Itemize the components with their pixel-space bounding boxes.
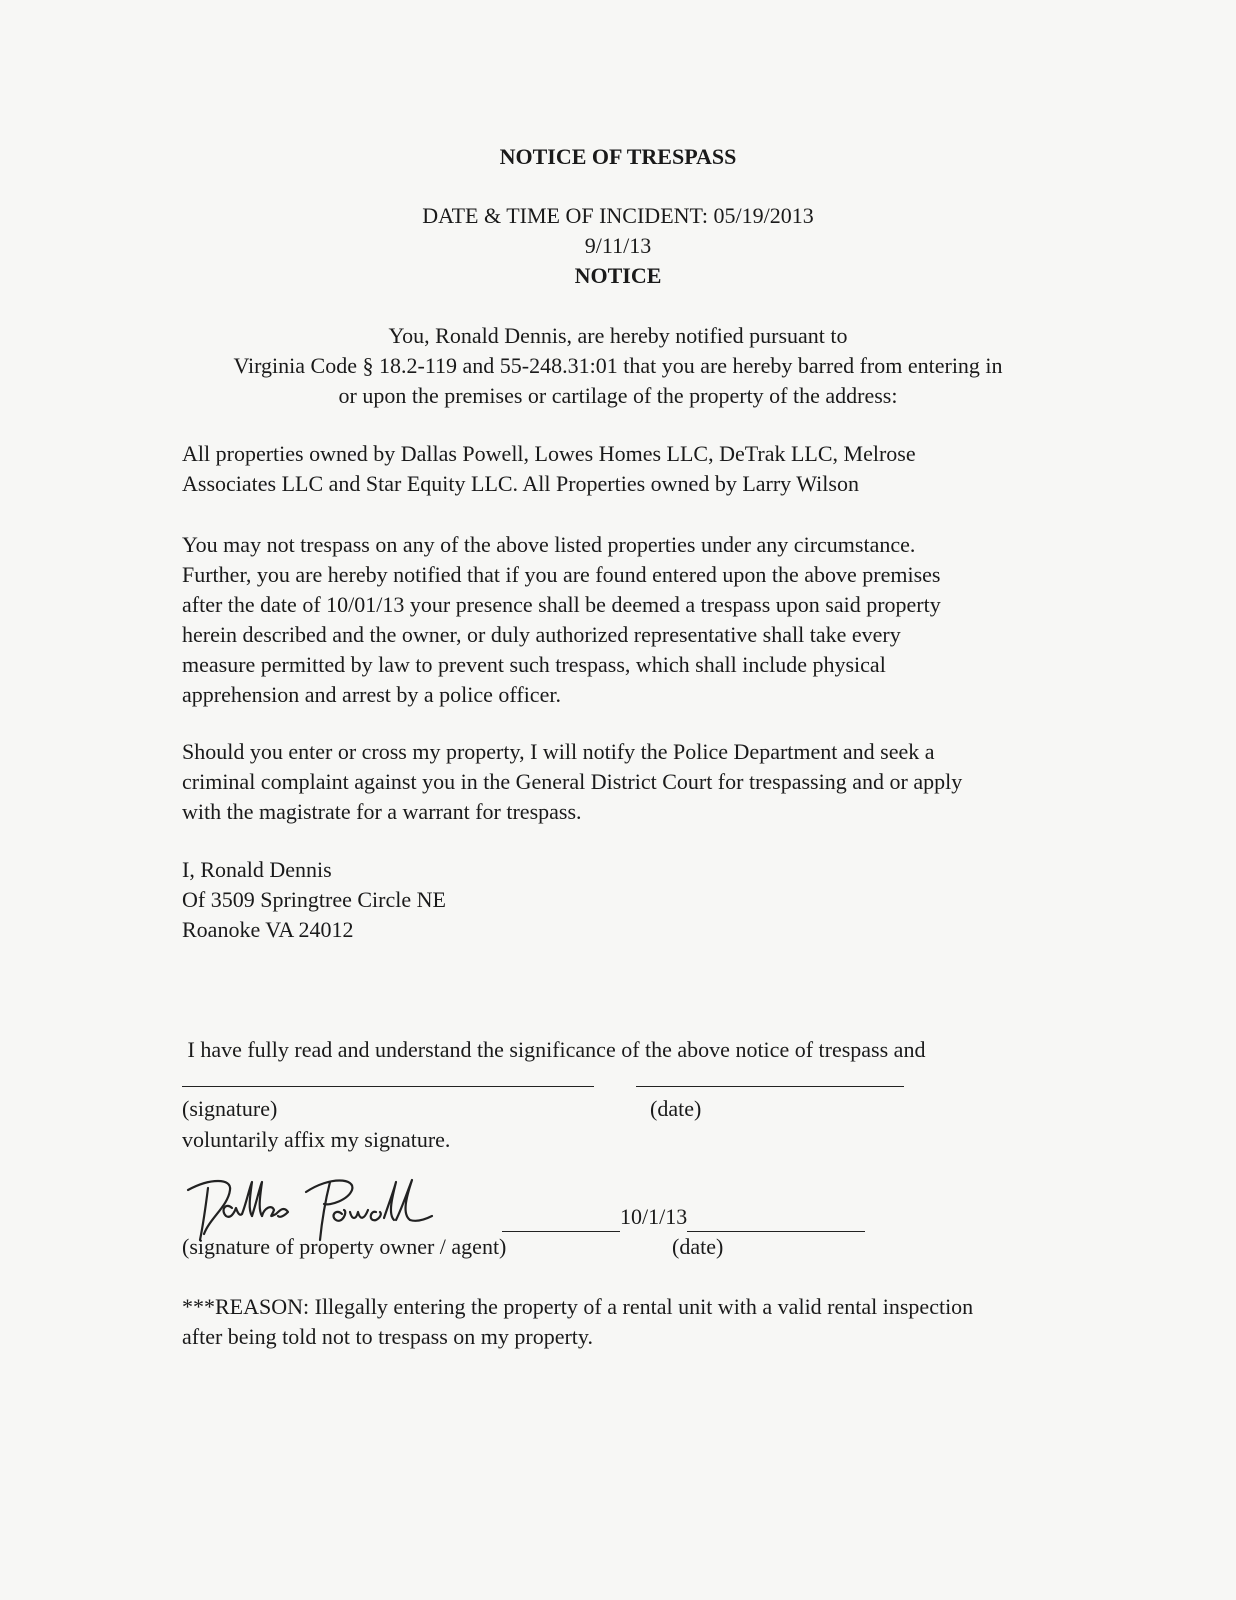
- warning-line: herein described and the owner, or duly authorized representative shall take every: [182, 622, 901, 647]
- address-line: Of 3509 Springtree Circle NE: [182, 887, 446, 912]
- acknowledge-line: I have fully read and understand the significance of the above notice of trespass and: [182, 1037, 926, 1062]
- properties-line: Associates LLC and Star Equity LLC. All Properties owned by Larry Wilson: [182, 471, 859, 496]
- police-line: criminal complaint against you in the General District Court for trespassing and or apply: [182, 769, 963, 794]
- police-line: with the magistrate for a warrant for trespass.: [182, 799, 582, 824]
- incident-date-line: DATE & TIME OF INCIDENT: 05/19/2013: [422, 203, 814, 228]
- document-title: NOTICE OF TRESPASS: [499, 144, 737, 169]
- police-line: Should you enter or cross my property, I will notify the Police Department and seek a: [182, 739, 935, 764]
- intro-line: You, Ronald Dennis, are hereby notified pursuant to: [388, 323, 848, 348]
- intro-line: Virginia Code § 18.2-119 and 55-248.31:01 that you are hereby barred from entering in: [233, 353, 1003, 378]
- date-label: (date): [650, 1096, 702, 1121]
- intro-line: or upon the premises or cartilage of the property of the address:: [338, 383, 898, 408]
- reason-paragraph: [182, 1292, 1062, 1352]
- handwritten-date: 9/11/13: [584, 233, 652, 258]
- properties-paragraph: [182, 439, 1062, 499]
- date-line: [636, 1086, 904, 1087]
- acknowledge-line: voluntarily affix my signature.: [182, 1127, 451, 1152]
- police-paragraph: [182, 737, 1062, 827]
- properties-line: All properties owned by Dallas Powell, Lowes Homes LLC, DeTrak LLC, Melrose: [182, 441, 916, 466]
- signature-line: [182, 1086, 594, 1087]
- address-block: [182, 855, 1062, 945]
- warning-line: You may not trespass on any of the above listed properties under any circumstance.: [182, 532, 916, 557]
- signature-label: (signature): [182, 1096, 278, 1121]
- owner-date-line-right: [687, 1209, 865, 1232]
- owner-date-line-left: [502, 1209, 620, 1232]
- warning-line: Further, you are hereby notified that if you are found entered upon the above premises: [182, 562, 941, 587]
- intro-paragraph: [0, 321, 1236, 411]
- reason-line: ***REASON: Illegally entering the property of a rental unit with a valid rental inspection: [182, 1294, 974, 1319]
- warning-paragraph: [182, 530, 1062, 710]
- owner-date-label: (date): [672, 1234, 724, 1259]
- warning-line: measure permitted by law to prevent such trespass, which shall include physical: [182, 652, 886, 677]
- warning-line: apprehension and arrest by a police officer.: [182, 682, 561, 707]
- warning-line: after the date of 10/01/13 your presence shall be deemed a trespass upon said property: [182, 592, 941, 617]
- address-line: I, Ronald Dennis: [182, 857, 332, 882]
- owner-date-value: 10/1/13: [620, 1204, 688, 1229]
- reason-line: after being told not to trespass on my property.: [182, 1324, 593, 1349]
- owner-signature-label: (signature of property owner / agent): [182, 1234, 507, 1259]
- notice-heading: NOTICE: [574, 263, 662, 288]
- address-line: Roanoke VA 24012: [182, 917, 354, 942]
- owner-date-field: [502, 1202, 865, 1232]
